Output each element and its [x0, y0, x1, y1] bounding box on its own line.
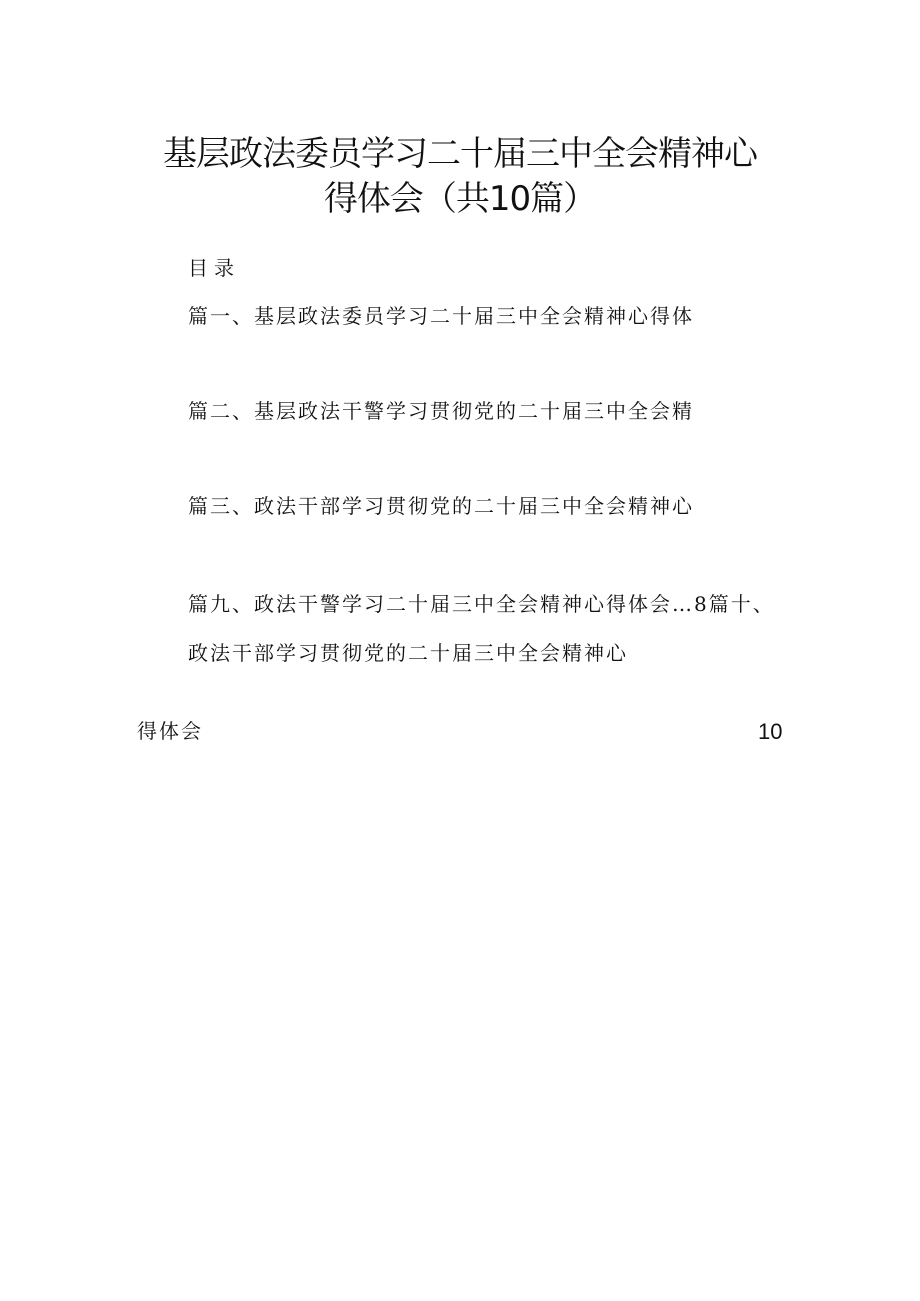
- toc-entry-1[interactable]: 篇一、基层政法委员学习二十届三中全会精神心得体: [188, 304, 694, 328]
- toc-heading: 目录: [188, 256, 240, 280]
- document-title-line-2: 得体会（共10篇）: [323, 179, 597, 219]
- toc-entry-9[interactable]: 篇九、政法干警学习二十届三中全会精神心得体会…8篇十、: [188, 592, 775, 616]
- toc-entry-3[interactable]: 篇三、政法干部学习贯彻党的二十届三中全会精神心: [188, 494, 694, 518]
- document-title-line-1: 基层政法委员学习二十届三中全会精神心: [163, 134, 757, 174]
- toc-entry-10[interactable]: 政法干部学习贯彻党的二十届三中全会精神心: [188, 641, 628, 665]
- toc-tail-text: 得体会: [137, 719, 203, 743]
- toc-tail-page-number: 10: [758, 719, 783, 744]
- toc-entry-2[interactable]: 篇二、基层政法干警学习贯彻党的二十届三中全会精: [188, 399, 694, 423]
